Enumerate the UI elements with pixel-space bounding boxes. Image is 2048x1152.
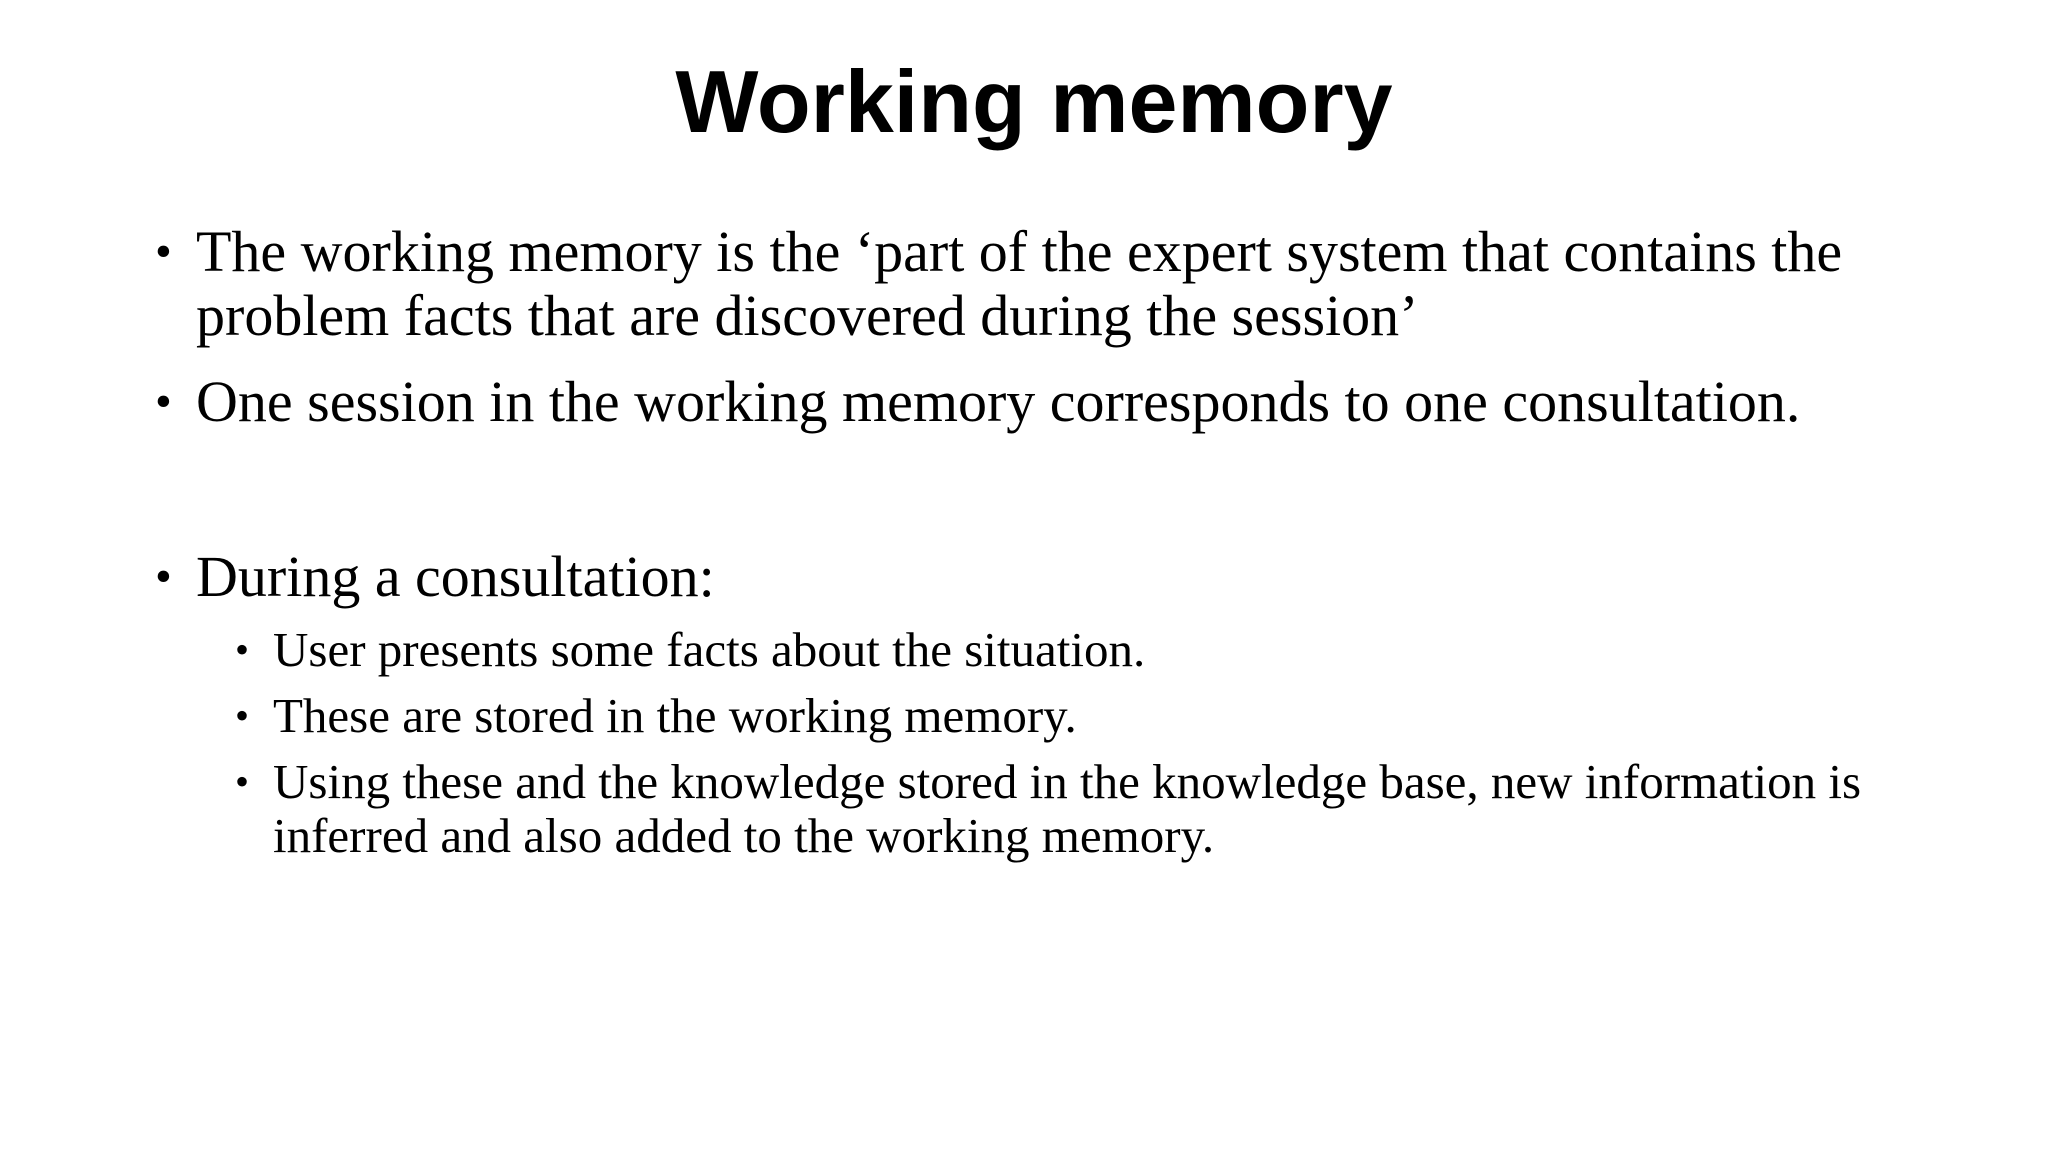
sub-bullet-item — [235, 689, 1915, 743]
bullet-dot: • — [155, 550, 172, 603]
slide-title: Working memory — [675, 52, 1393, 151]
bullet-text: The working memory is the ‘part of the expert system that contains the problem facts that are discovered during the session’ — [196, 219, 1843, 348]
sub-bullet-text: These are stored in the working memory. — [273, 688, 1077, 743]
sub-bullet-text: User presents some facts about the situation. — [273, 622, 1146, 677]
sub-bullet-dot: • — [235, 693, 250, 738]
sub-bullet-item — [235, 623, 1915, 677]
bullet-item — [155, 545, 1915, 609]
bullet-dot: • — [155, 225, 172, 278]
bullet-dot: • — [155, 375, 172, 428]
bullet-item — [155, 220, 1915, 348]
sub-bullet-text: Using these and the knowledge stored in the knowledge base, new information is inferred and also added to the working memory. — [273, 754, 1862, 863]
bullet-text: During a consultation: — [196, 544, 715, 609]
sub-bullet-item — [235, 755, 1915, 863]
sub-bullet-dot: • — [235, 627, 250, 672]
bullet-text: One session in the working memory corresponds to one consultation. — [196, 369, 1801, 434]
sub-bullet-dot: • — [235, 759, 250, 804]
bullet-item — [155, 370, 1915, 434]
